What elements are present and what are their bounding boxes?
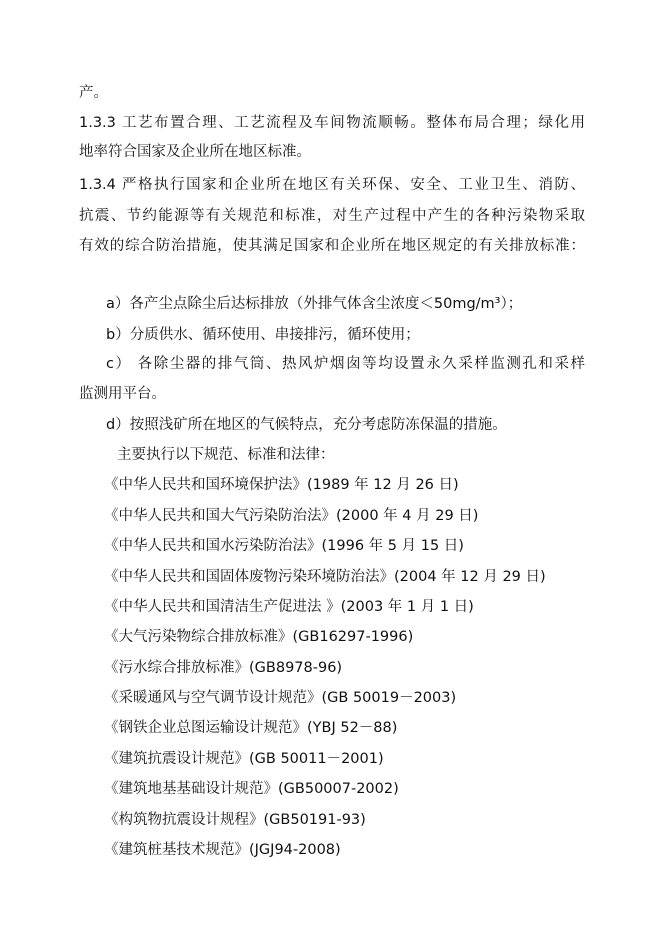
regulation-item: 《钢铁企业总图运输设计规范》(YBJ 52－88) [104,720,398,736]
regulation-item: 《中华人民共和国固体废物污染环境防治法》(2004 年 12 月 29 日) [104,569,546,585]
regulation-item: 《建筑抗震设计规范》(GB 50011－2001) [104,751,384,767]
regulation-item: 《建筑地基基础设计规范》(GB50007-2002) [104,781,399,797]
paragraph-line: 产。 [79,85,108,101]
regulation-item: 《采暖通风与空气调节设计规范》(GB 50019－2003) [104,690,457,706]
regulation-item: 《中华人民共和国环境保护法》(1989 年 12 月 26 日) [104,477,459,493]
list-item-c-continued: 监测用平台。 [79,386,166,402]
regulation-item: 《污水综合排放标准》(GB8978-96) [104,660,343,676]
regulation-item: 《建筑桩基技术规范》(JGJ94-2008) [104,842,341,858]
section-1-3-4-line: 抗震、节约能源等有关规范和标准，对生产过程中产生的各种污染物采取 [79,208,585,224]
section-1-3-4-line: 1.3.4 严格执行国家和企业所在地区有关环保、安全、工业卫生、消防、 [79,177,585,193]
section-1-3-3-line: 地率符合国家及企业所在地区标准。 [79,144,311,160]
regulation-item: 《中华人民共和国清洁生产促进法 》(2003 年 1 月 1 日) [104,599,474,615]
regulation-item: 《中华人民共和国水污染防治法》(1996 年 5 月 15 日) [104,538,464,554]
regulations-intro: 主要执行以下规范、标准和法律： [117,447,335,463]
section-1-3-3-line: 1.3.3 工艺布置合理、工艺流程及车间物流顺畅。整体布局合理；绿化用 [79,115,585,131]
section-1-3-4-line: 有效的综合防治措施，使其满足国家和企业所在地区规定的有关排放标准： [79,238,585,254]
regulation-item: 《中华人民共和国大气污染防治法》(2000 年 4 月 29 日) [104,508,479,524]
regulation-item: 《大气污染物综合排放标准》(GB16297-1996) [104,629,414,645]
regulation-item: 《构筑物抗震设计规程》(GB50191-93) [104,812,366,828]
list-item-c: c） 各除尘器的排气筒、热风炉烟囱等均设置永久采样监测孔和采样 [106,356,585,372]
list-item-a: a）各产尘点除尘后达标排放（外排气体含尘浓度＜50mg/m³）； [106,296,523,312]
list-item-d: d）按照浅矿所在地区的气候特点，充分考虑防冻保温的措施。 [106,417,507,433]
list-item-b: b）分质供水、循环使用、串接排污，循环使用； [106,327,420,343]
